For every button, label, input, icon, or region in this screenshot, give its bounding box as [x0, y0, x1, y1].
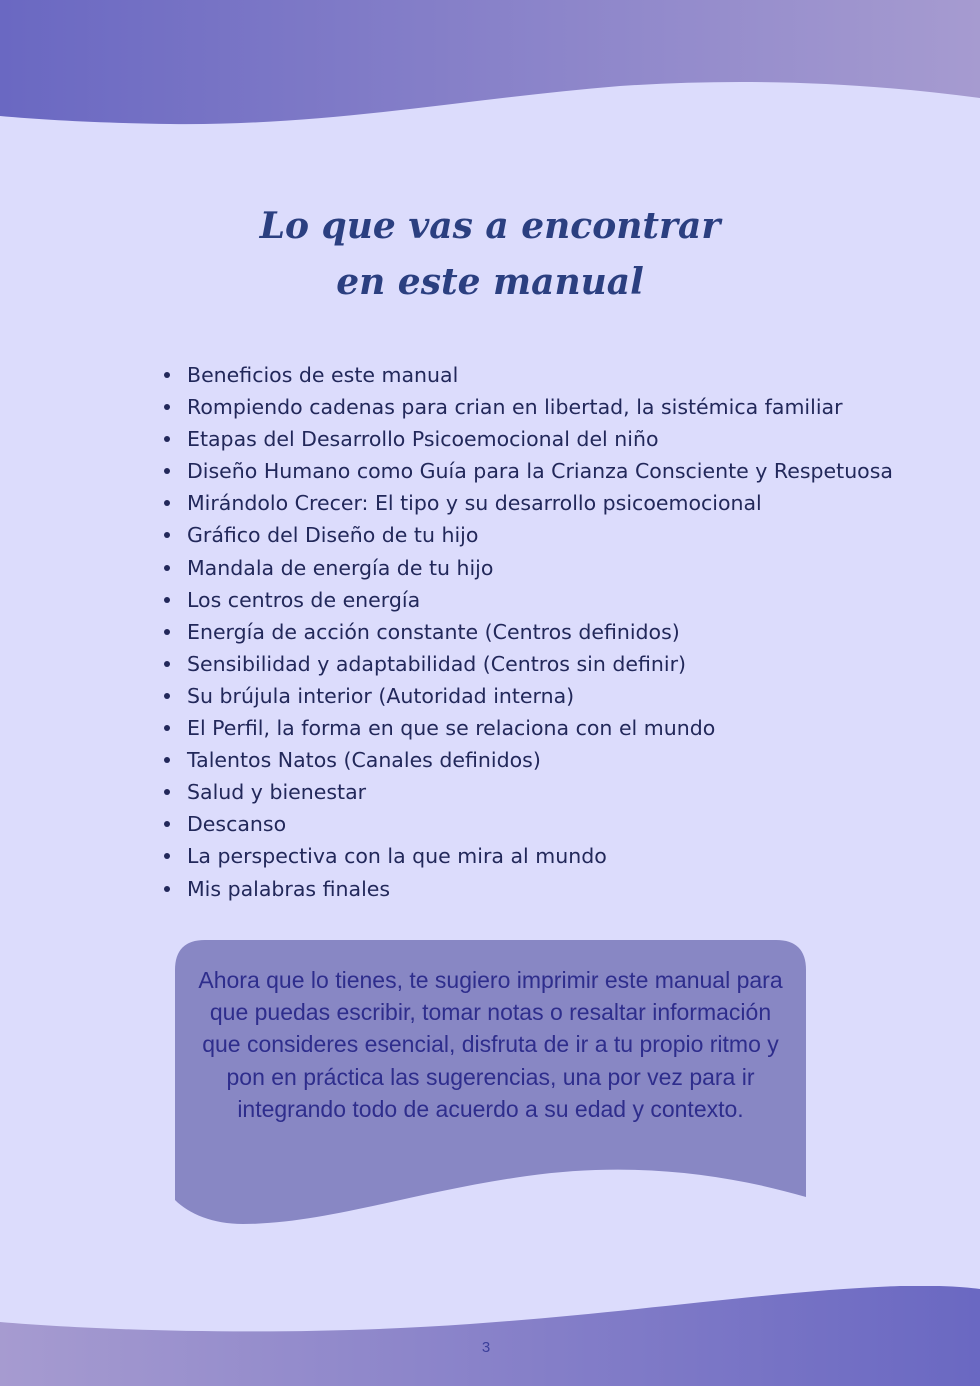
note-text: Ahora que lo tienes, te sugiero imprimir este manual para que puedas escribir, tomar notas o resaltar información que consideres esencial, disfruta de ir a tu propio ritmo y pon en práctica las sugerencias, una por vez para ir integrando todo de acuerdo a su edad y contexto.: [198, 967, 783, 1122]
list-item: El Perfil, la forma en que se relaciona con el mundo: [162, 712, 922, 744]
list-item: Gráfico del Diseño de tu hijo: [162, 519, 922, 551]
title-line-2: en este manual: [336, 261, 644, 303]
list-item: Rompiendo cadenas para crian en libertad, la sistémica familiar: [162, 391, 922, 423]
page-title: [0, 198, 980, 310]
contents-list: [162, 359, 922, 905]
list-item: Mis palabras finales: [162, 873, 922, 905]
list-item: Salud y bienestar: [162, 776, 922, 808]
top-wave-decoration: [0, 0, 980, 130]
list-item: Su brújula interior (Autoridad interna): [162, 680, 922, 712]
list-item: Mirándolo Crecer: El tipo y su desarrollo psicoemocional: [162, 487, 922, 519]
list-item: Beneficios de este manual: [162, 359, 922, 391]
list-item: Talentos Natos (Canales definidos): [162, 744, 922, 776]
note-box: [175, 940, 806, 1225]
list-item: Sensibilidad y adaptabilidad (Centros sin definir): [162, 648, 922, 680]
list-item: Descanso: [162, 808, 922, 840]
list-item: Los centros de energía: [162, 584, 922, 616]
list-item: La perspectiva con la que mira al mundo: [162, 840, 922, 872]
title-line-1: Lo que vas a encontrar: [259, 205, 721, 247]
page-number: 3: [481, 1339, 491, 1356]
list-item: Etapas del Desarrollo Psicoemocional del niño: [162, 423, 922, 455]
list-item: Energía de acción constante (Centros definidos): [162, 616, 922, 648]
list-item: Diseño Humano como Guía para la Crianza Consciente y Respetuosa: [162, 455, 922, 487]
bottom-wave-decoration: [0, 1286, 980, 1386]
list-item: Mandala de energía de tu hijo: [162, 552, 922, 584]
